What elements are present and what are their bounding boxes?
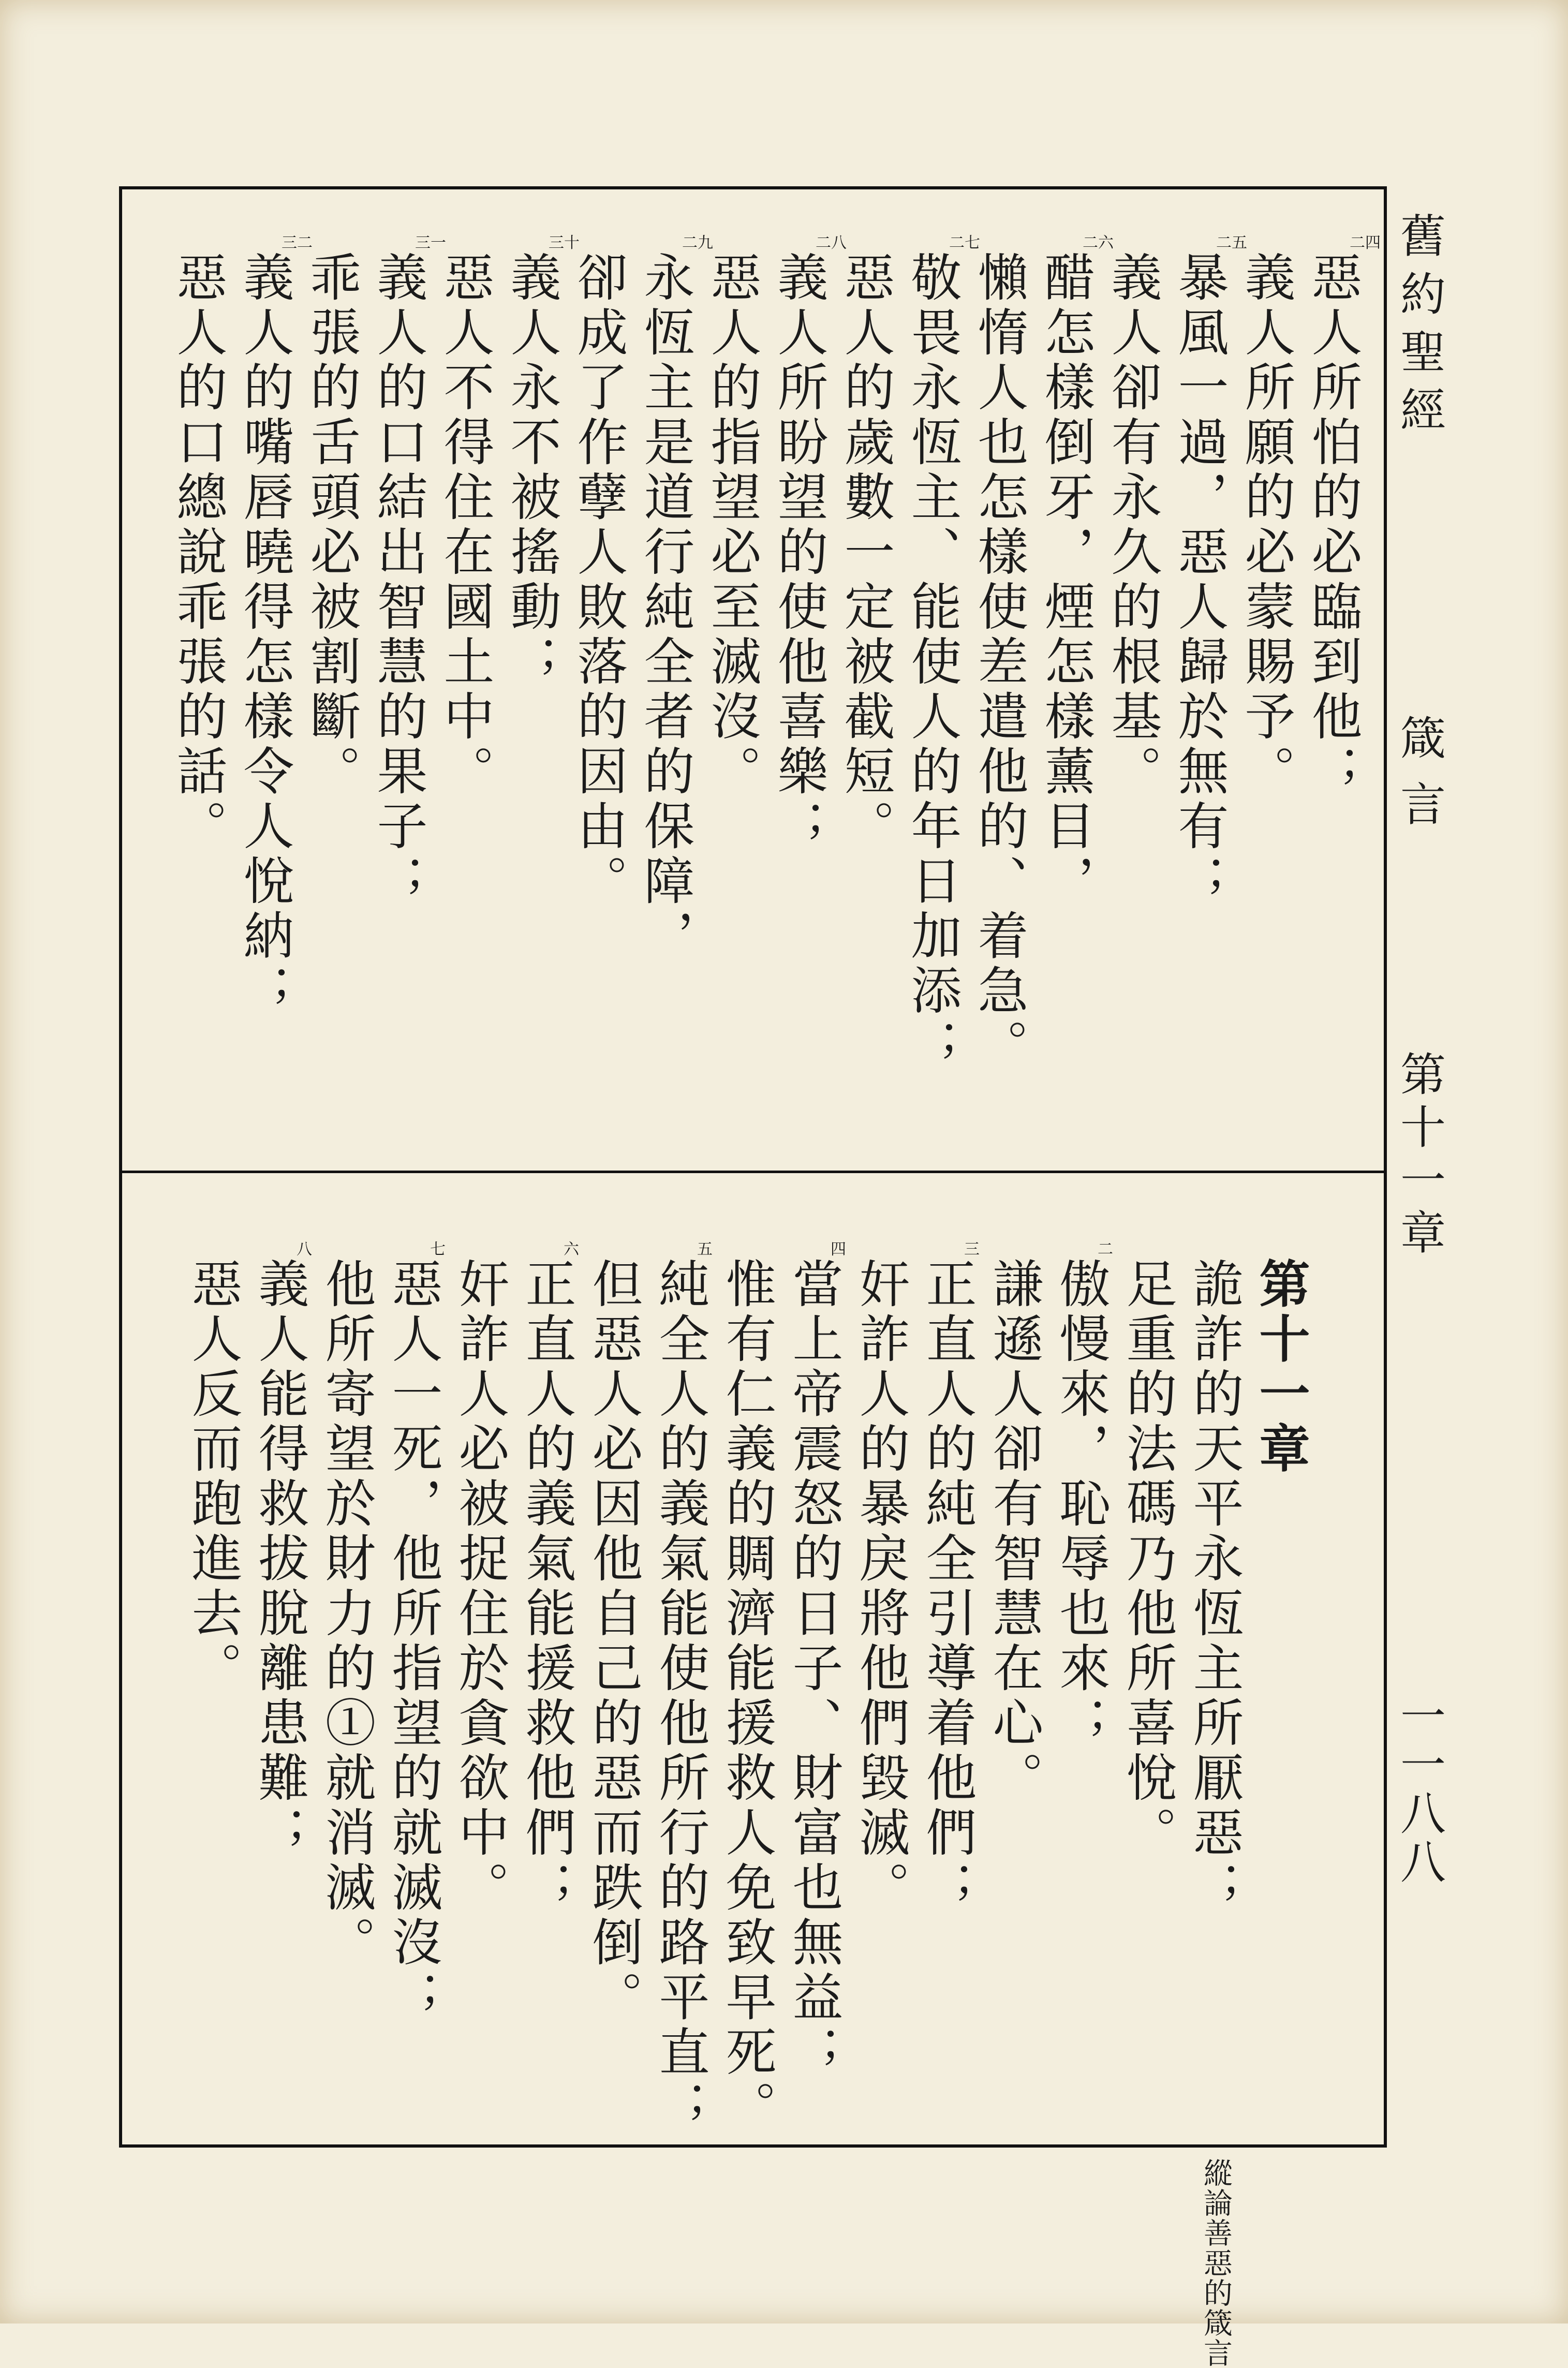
chapter-label: 第十一章 (1393, 1050, 1446, 1262)
verse-line: 奸詐人必被捉住於貪欲中。 (450, 1257, 509, 1916)
verse-line: 惟有仁義的賙濟能援救人免致早死。 (717, 1257, 776, 2135)
verse-line: 傲慢來，恥辱也來； (1051, 1257, 1110, 1751)
verse-line: 惡人的歲數一定被截短。 (836, 251, 895, 854)
verse-number: 二九 (682, 234, 713, 252)
verse-line: 醋怎樣倒牙，煙怎樣薰目， (1036, 251, 1095, 909)
verse-number: 六 (564, 1240, 579, 1259)
verse-line: 義人的口結出智慧的果子； (368, 251, 427, 909)
verse-line: 正直人的純全引導着他們； (918, 1257, 977, 1916)
verse-number: 四 (831, 1240, 846, 1259)
verse-line: 惡人的指望必至滅沒。 (702, 251, 761, 800)
verse-number: 二六 (1083, 234, 1114, 252)
verse-line: 永恆主是道行純全者的保障， (635, 251, 694, 964)
verse-line: 惡人的口總說乖張的話。 (168, 251, 227, 854)
chapter-heading: 第十一章 (1251, 1257, 1310, 1477)
verse-line: 卻成了作孽人敗落的因由。 (569, 251, 628, 909)
section-divider (122, 1171, 1384, 1173)
verse-line: 義人所盼望的使他喜樂； (769, 251, 828, 854)
page-number: 一一八八 (1393, 1692, 1446, 1887)
verse-number: 三二 (282, 234, 313, 252)
verse-line: 純全人的義氣能使他所行的路平直； (650, 1257, 709, 2135)
verse-number: 二八 (816, 234, 847, 252)
verse-line: 惡人一死，他所指望的就滅沒； (383, 1257, 442, 2025)
verse-number: 三十 (549, 234, 580, 252)
verse-line: 義人永不被搖動； (502, 251, 561, 690)
verse-number: 二七 (949, 234, 980, 252)
verse-line: 義人所願的必蒙賜予。 (1236, 251, 1295, 800)
section-name: 箴言 (1393, 714, 1446, 847)
verse-line: 奸詐人的暴戾將他們毀滅。 (851, 1257, 910, 1916)
verse-line: 敬畏永恆主、能使人的年日加添； (903, 251, 961, 1074)
verse-number: 三 (964, 1240, 980, 1259)
verse-line: 足重的法碼乃他所喜悅。 (1118, 1257, 1177, 1861)
verse-line: 惡人不得住在國土中。 (435, 251, 494, 800)
verse-number: 七 (430, 1240, 446, 1259)
verse-line: 謙遜人卻有智慧在心。 (984, 1257, 1043, 1806)
verse-line: 義人的嘴唇曉得怎樣令人悅納； (235, 251, 294, 1019)
verse-line: 乖張的舌頭必被割斷。 (302, 251, 361, 800)
verse-number: 三一 (415, 234, 446, 252)
verse-line: 正直人的義氣能援救他們； (517, 1257, 576, 1916)
verse-number: 二四 (1350, 234, 1381, 252)
verse-number: 五 (697, 1240, 713, 1259)
verse-number: 二五 (1216, 234, 1247, 252)
verse-line: 惡人反而跑進去。 (183, 1257, 242, 1696)
verse-line: 當上帝震怒的日子、財富也無益； (784, 1257, 843, 2080)
verse-number: 八 (297, 1240, 312, 1259)
verse-line: 惡人所怕的必臨到他； (1303, 251, 1362, 800)
side-note: 縱論善惡的箴言 (1199, 2158, 1233, 2368)
verse-line: 詭詐的天平永恆主所厭惡； (1185, 1257, 1244, 1916)
verse-number: 二 (1098, 1240, 1113, 1259)
book-title: 舊約聖經 (1393, 212, 1446, 444)
verse-line: 但惡人必因他自己的惡而跌倒。 (584, 1257, 643, 2025)
verse-line: 義人能得救拔脫離患難； (250, 1257, 309, 1861)
verse-line: 義人卻有永久的根基。 (1103, 251, 1162, 800)
verse-line: 暴風一過，惡人歸於無有； (1170, 251, 1229, 909)
verse-line: 他所寄望於財力的①就消滅。 (317, 1257, 376, 1971)
verse-line: 懶惰人也怎樣使差遣他的、着急。 (969, 251, 1028, 1074)
